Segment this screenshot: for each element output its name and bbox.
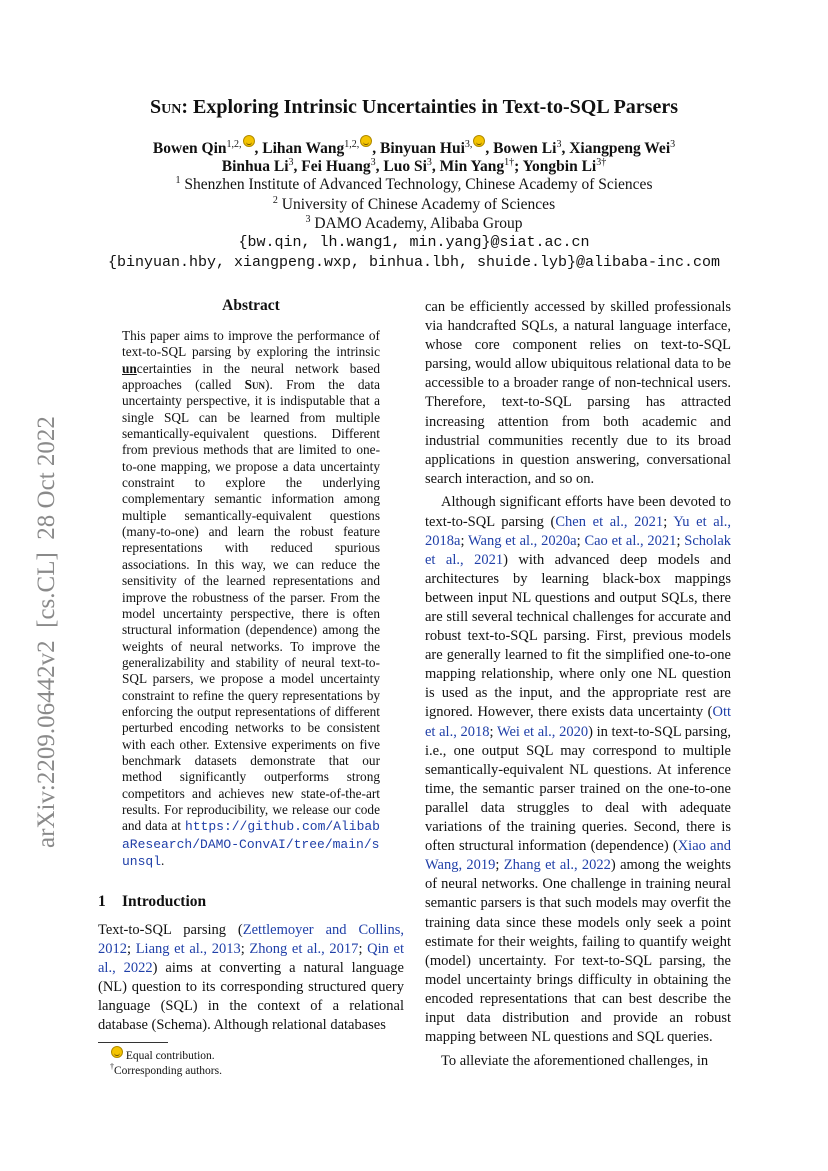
title-text: : Exploring Intrinsic Uncertainties in Text-to-SQL Parsers bbox=[181, 96, 678, 118]
body-paragraph: To alleviate the aforementioned challenges, in bbox=[441, 1052, 709, 1069]
affiliation: $^1$ Shenzhen Institute of Advanced Technology, Chinese Academy of Sciences bbox=[175, 175, 653, 194]
method-name: Sun bbox=[244, 377, 266, 393]
author-affil-mark: 1,2, bbox=[344, 138, 360, 150]
citation-link[interactable]: Zhong et al., 2017 bbox=[249, 941, 359, 958]
equal-contribution-icon bbox=[360, 135, 372, 147]
equal-contribution-icon bbox=[473, 135, 485, 147]
affiliation: $^2$ University of Chinese Academy of Sciences bbox=[272, 195, 556, 214]
citation-link[interactable]: Yu et al., 2018a bbox=[425, 513, 731, 549]
citation-link[interactable]: Qin et al., 2022 bbox=[98, 941, 405, 977]
citation-link[interactable]: Liang et al., 2013 bbox=[135, 941, 241, 958]
intro-paragraph: Text-to-SQL parsing (Zettlemoyer and Collins, 2012; Liang et al., 2013; Zhong et al., 2017; Qin et al., 2022) aims at converting a natural language (NL) question to its corresponding structured query language (SQL) in the context of a relational database (Schema). Although relational databases bbox=[98, 922, 405, 1034]
author-affil-mark: 1,2, bbox=[226, 138, 242, 150]
author: Bowen Qin bbox=[152, 140, 227, 157]
author: Lihan Wang bbox=[262, 140, 345, 157]
body-paragraph: Although significant efforts have been devoted to text-to-SQL parsing (Chen et al., 2021; Yu et al., 2018a; Wang et al., 2020a; Cao et al., 2021; Scholak et al., 2021) with advanced deep models and architectures by learning black-box mappings between input NL questions and output SQLs, there are still several technical challenges for accurate and robust text-to-SQL parsing. First, previous models are generally learned to fit the simplified one-to-one mapping relationship, where only one NL question is used as the input, and the appropriate rest are ignored. However, there exists data uncertainty (Ott et al., 2018; Wei et al., 2020) in text-to-SQL parsing, i.e., one output SQL may correspond to multiple semantically-equivalent NL questions. At inference time, the semantic parser trained on the one-to-one parallel data struggles to deal with adequate variations of the training queries. Second, there is often structural information (dependence) (Xiao and Wang, 2019; Zhang et al., 2022) among the weights of neural networks. One challenge in training neural semantic parsers is that such models may overfit the training data since these models only seek a point estimate for their weights, failing to quantify weight (model) uncertainty. For text-to-SQL parsing, the model uncertainty brings difficulty in obtaining the encoded representations that can best describe the input data distribution and provide an robust mapping between NL questions and SQL queries. bbox=[425, 494, 732, 1046]
author-affil-mark: 3 bbox=[556, 138, 562, 150]
code-repo-link[interactable]: https://github.com/AlibabaResearch/DAMO-ConvAI/tree/main/sunsql bbox=[122, 819, 380, 869]
author: Binhua Li bbox=[221, 158, 289, 176]
author-affil-mark: 3 bbox=[670, 138, 676, 150]
section-title: Introduction bbox=[122, 893, 207, 910]
author-affil-mark: 3† bbox=[596, 157, 607, 168]
citation-link[interactable]: Zhang et al., 2022 bbox=[503, 857, 611, 874]
equal-contribution-icon bbox=[111, 1046, 123, 1058]
footnote-corresponding: †Corresponding authors. bbox=[110, 1062, 222, 1077]
footnote-equal-contribution: Equal contribution. bbox=[110, 1046, 215, 1062]
section-number: 1 bbox=[98, 893, 106, 910]
body-paragraph: can be efficiently accessed by skilled professionals via handcrafted SQLs, a natural language interface, whose core component relies on text-to-SQL parsing, would allow ubiquitous relational data to be accessible to a broader range of non-technical users. Therefore, text-to-SQL parsing has attracted increasing attention from both academic and industrial communities recently due to its broad applications in question answering, conversational search interaction, and so on. bbox=[425, 299, 731, 487]
equal-contribution-icon bbox=[243, 135, 255, 147]
arxiv-identifier bbox=[18, 370, 66, 850]
citation-link[interactable]: Ott et al., 2018 bbox=[425, 704, 731, 740]
author: Binyuan Hui bbox=[380, 140, 465, 157]
author-affil-mark: 3 bbox=[288, 157, 294, 168]
emphasis-underline: un bbox=[122, 360, 137, 376]
author: Min Yang bbox=[439, 158, 505, 176]
citation-link[interactable]: Cao et al., 2021 bbox=[584, 532, 677, 549]
citation-link[interactable]: Wang et al., 2020a bbox=[468, 532, 577, 549]
section-heading-introduction bbox=[98, 893, 206, 911]
citation-link[interactable]: Chen et al., 2021 bbox=[555, 513, 664, 530]
citation-link[interactable]: Scholak et al., 2021 bbox=[425, 532, 732, 568]
arxiv-identifier-text: arXiv:2209.06442v2 [cs.CL] 28 Oct 2022 bbox=[33, 416, 60, 848]
paper-title bbox=[0, 96, 828, 119]
email-line: {bw.qin, lh.wang1, min.yang}@siat.ac.cn bbox=[238, 234, 590, 251]
email-line: {binyuan.hby, xiangpeng.wxp, binhua.lbh, shuide.lyb}@alibaba-inc.com bbox=[107, 254, 721, 271]
citation-link[interactable]: Xiao and Wang, 2019 bbox=[425, 838, 731, 874]
right-column bbox=[425, 298, 731, 1075]
abstract-body: This paper aims to improve the performance of text-to-SQL parsing by exploring the intrinsic uncertainties in the neural network based approaches (called Sun). From the data uncertainty perspective, it is indisputable that a single SQL can be learned from multiple semantically-equivalent questions. Different from previous methods that are limited to one-to-one mapping, we propose a data uncertainty constraint to explore the underlying complementary semantic information among multiple semantically-equivalent questions (many-to-one) and learn the robust feature representations with reduced spurious associations. In this way, we can reduce the sensitivity of the learned representations and improve the robustness of the parser. From the model uncertainty perspective, there is often structural information (dependence) among the weights of neural networks. To improve the generalizability and stability of neural text-to-SQL parsers, we propose a model uncertainty constraint to refine the query representations by enforcing the output representations of different perturbed encoding networks to be consistent with each other. Extensive experiments on five benchmark datasets demonstrate that our method significantly outperforms strong competitors and achieves new state-of-the-art results. For reproducibility, we release our code and data at https://github.com/AlibabaResearch/DAMO-ConvAI/tree/main/sunsql. bbox=[122, 328, 380, 869]
abstract-heading: Abstract bbox=[222, 297, 280, 314]
author: Yongbin Li bbox=[522, 158, 597, 176]
author: Luo Si bbox=[383, 158, 427, 176]
author: Xiangpeng Wei bbox=[569, 140, 671, 157]
affiliation: $^3$ DAMO Academy, Alibaba Group bbox=[305, 214, 523, 233]
title-method-name: Sun bbox=[149, 96, 182, 118]
author-affil-mark: 1† bbox=[504, 157, 515, 168]
citation-link[interactable]: Zettlemoyer and Collins, 2012 bbox=[98, 922, 404, 958]
footnote-rule bbox=[98, 1042, 168, 1043]
author: Fei Huang bbox=[301, 158, 371, 176]
author: Bowen Li bbox=[493, 140, 557, 157]
author-affil-mark: 3, bbox=[464, 138, 473, 150]
citation-link[interactable]: Wei et al., 2020 bbox=[496, 723, 589, 740]
author-line-1: Bowen Qin$^{1,2,}$ , Lihan Wang$^{1,2,}$ , Binyuan Hui$^{3,}$ , Bowen Li$^3$, Xiangpeng Wei$^3$ bbox=[0, 135, 828, 158]
author-line-2: Binhua Li$^3$, Fei Huang$^3$, Luo Si$^3$, Min Yang$^{1\dagger}$; Yongbin $Li^{3\dagger}$ bbox=[221, 157, 607, 176]
author-affil-mark: 3 bbox=[370, 157, 376, 168]
author-affil-mark: 3 bbox=[426, 157, 432, 168]
